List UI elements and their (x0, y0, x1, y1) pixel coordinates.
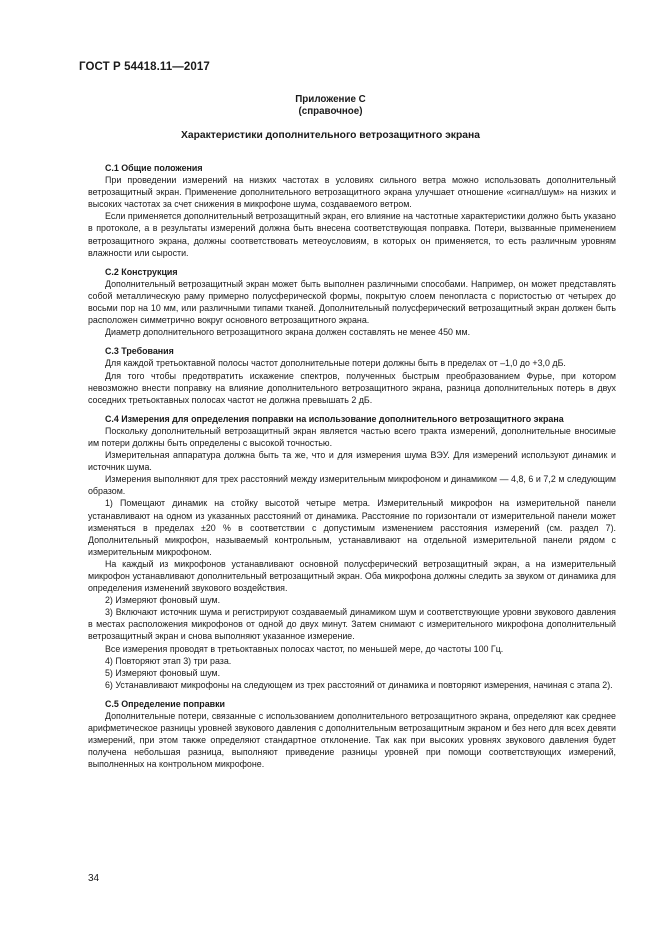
paragraph: 6) Устанавливают микрофоны на следующем из трех расстояний от динамика и повторяют измерения, начиная с этапа 2). (105, 679, 613, 690)
section-title: С.5 Определение поправки (105, 698, 225, 709)
paragraph: 5) Измеряют фоновый шум. (105, 667, 221, 678)
section-c1 (88, 162, 616, 259)
paragraph: Дополнительный ветрозащитный экран может быть выполнен различными способами. Например, он может представлять собой металлическую раму примерно полусферической формы, покрытую слоем пенопласта с пористостью от четырех до восьми пор на 10 мм, или различными типами тканей. Дополнительный полусферический ветрозащитный экран должен быть расположен симметрично вокруг основного ветрозащитного экрана. (88, 278, 616, 326)
standard-header: ГОСТ Р 54418.11—2017 (79, 61, 210, 73)
document-body (88, 162, 616, 771)
appendix-subtitle: (справочное) (298, 106, 363, 117)
paragraph: Измерительная аппаратура должна быть та же, что и для измерения шума ВЭУ. Для измерений используют динамик и источник шума. (88, 450, 616, 473)
section-title: С.2 Конструкция (105, 266, 178, 277)
section-title: С.4 Измерения для определения поправки на использование дополнительного ветрозащитного экрана (105, 413, 564, 424)
appendix-title: Приложение С (295, 94, 366, 105)
section-title: С.3 Требования (105, 346, 174, 357)
paragraph: Диаметр дополнительного ветрозащитного экрана должен составлять не менее 450 мм. (105, 327, 471, 338)
paragraph: На каждый из микрофонов устанавливают основной полусферический ветрозащитный экран, а на измерительный микрофон устанавливают дополнительный ветрозащитный экран. Оба микрофона должны следить за звуком от динамика для определения изменений звукового воздействия. (88, 558, 616, 594)
paragraph: Поскольку дополнительный ветрозащитный экран является частью всего тракта измерений, дополнительные вносимые им потери должны быть определены с высокой точностью. (88, 425, 616, 448)
paragraph: 2) Измеряют фоновый шум. (105, 595, 221, 606)
section-c5 (88, 698, 616, 771)
paragraph: Если применяется дополнительный ветрозащитный экран, его влияние на частотные характеристики должно быть указано в протоколе, а в результаты измерений должна быть внесена соответствующая поправка. Потери, вызванные применением ветрозащитного экрана, должны соответствовать метеоусловиям, в которых он применяется, то есть различным уровням влажности или сырости. (88, 211, 616, 258)
section-c2 (88, 266, 616, 339)
paragraph: Измерения выполняют для трех расстояний между измерительным микрофоном и динамиком — 4,8, 6 и 7,2 м следующим образом. (88, 474, 616, 497)
paragraph: Все измерения проводят в третьоктавных полосах частот, по меньшей мере, до частоты 100 Гц. (105, 643, 504, 654)
paragraph: Для каждой третьоктавной полосы частот дополнительные потери должны быть в пределах от –1,0 до +3,0 дБ. (105, 358, 566, 369)
section-c4 (88, 413, 616, 691)
paragraph: При проведении измерений на низких частотах в условиях сильного ветра можно использовать дополнительный ветрозащитный экран. Применение дополнительного ветрозащитного экрана улучшает отношение «сигнал/шум» на низких и высоких частотах за счет снижения в микрофоне шума, создаваемого ветром. (88, 175, 616, 210)
section-c3 (88, 345, 616, 405)
paragraph: Для того чтобы предотвратить искажение спектров, полученных быстрым преобразованием Фурье, при котором невозможно внести поправку на влияние дополнительного ветрозащитного экрана, разница дополнительных потерь в двух соседних третьоктавных полосах частот не должна превышать 2 дБ. (88, 370, 616, 405)
paragraph: 1) Помещают динамик на стойку высотой четыре метра. Измерительный микрофон на измерительной панели устанавливают на одном из указанных расстояний от динамика. Расстояние по горизонтали от измерительной панели может изменяться в пределах ±20 % в соответствии с допустимым изменением расстояния измерений (см. раздел 7). Дополнительный микрофон, называемый контрольным, устанавливают на отдельной измерительной панели рядом с измерительным микрофоном. (88, 498, 616, 557)
page-number: 34 (88, 873, 100, 884)
paragraph: 4) Повторяют этап 3) три раза. (105, 655, 232, 666)
appendix-heading: Характеристики дополнительного ветрозащитного экрана (181, 130, 480, 141)
paragraph: 3) Включают источник шума и регистрируют создаваемый динамиком шум и соответствующие уровни звукового давления в местах расположения микрофонов от одной до двух минут. Затем снимают с измерительного микрофона дополнительный ветрозащитный экран и снова выполняют указанное измерение. (88, 607, 616, 642)
paragraph: Дополнительные потери, связанные с использованием дополнительного ветрозащитного экрана, определяют как среднее арифметическое разницы уровней звукового давления с дополнительным ветрозащитным экраном и без него для всех девяти измерений, при этом также определяют стандартное отклонение. Так как при высоких уровнях звукового давления будет получена небольшая разница, выполняют приведение разницы уровней при помощи соответствующих измерений, выполненных на контрольном микрофоне. (88, 711, 616, 770)
section-title: С.1 Общие положения (105, 163, 203, 173)
